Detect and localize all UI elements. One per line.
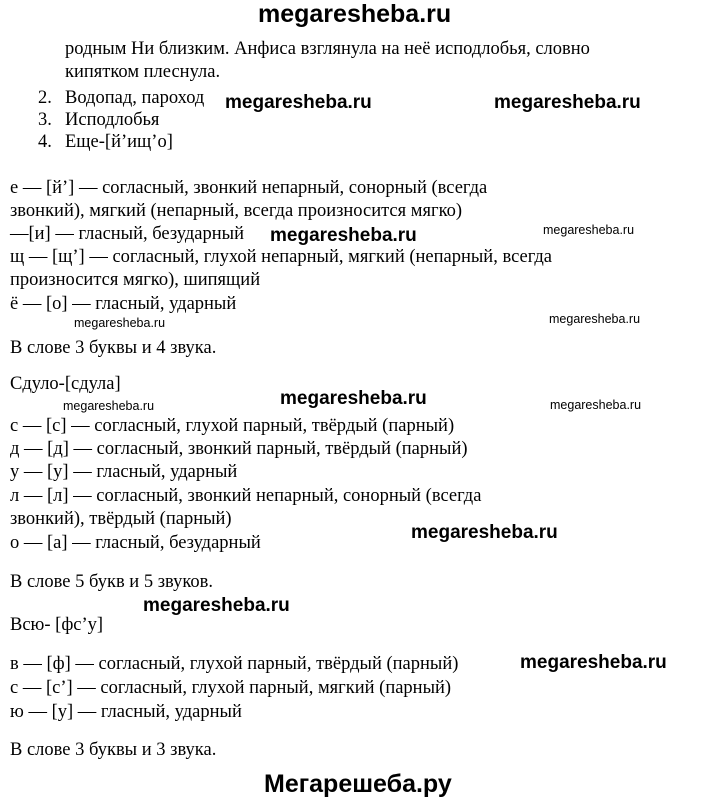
word-title: Всю- [фс’у] [10,615,104,635]
phonetic-line: с — [с’] — согласный, глухой парный, мягкий (парный) [10,678,452,698]
list-item-number: 2. [38,88,52,108]
phonetic-line: звонкий), мягкий (непарный, всегда произносится мягко) [10,201,463,221]
list-item-number: 4. [38,132,52,152]
watermark: megaresheba.ru [411,522,558,543]
phonetic-line: е — [й’] — согласный, звонкий непарный, сонорный (всегда [10,178,488,198]
watermark: megaresheba.ru [280,388,427,409]
phonetic-line: д — [д] — согласный, звонкий парный, твёрдый (парный) [10,439,468,459]
phonetic-line: звонкий), твёрдый (парный) [10,509,232,529]
list-item: Еще-[й’ищ’о] [65,132,173,152]
phonetic-line: —[и] — гласный, безударный [10,224,244,244]
page-footer-site: Мегарешеба.ру [264,770,452,798]
watermark: megaresheba.ru [225,92,372,113]
watermark: megaresheba.ru [494,92,641,113]
watermark-small: megaresheba.ru [550,398,642,412]
phonetic-line: произносится мягко), шипящий [10,270,261,290]
phonetic-line: ю — [у] — гласный, ударный [10,702,242,722]
phonetic-line: л — [л] — согласный, звонкий непарный, сонорный (всегда [10,486,482,506]
phonetic-line: щ — [щ’] — согласный, глухой непарный, мягкий (непарный, всегда [10,247,553,267]
page-header-site: megaresheba.ru [258,0,452,28]
phonetic-line: с — [с] — согласный, глухой парный, твёрдый (парный) [10,416,455,436]
intro-line: родным Ни близким. Анфиса взглянула на неё исподлобья, словно [65,39,590,59]
phonetic-line: о — [а] — гласный, безударный [10,533,261,553]
phonetic-line: у — [у] — гласный, ударный [10,462,238,482]
list-item-number: 3. [38,110,52,130]
list-item: Водопад, пароход [65,88,205,108]
watermark-small: megaresheba.ru [543,223,635,237]
intro-line: кипятком плеснула. [65,62,221,82]
watermark: megaresheba.ru [270,225,417,246]
word-summary: В слове 3 буквы и 4 звука. [10,338,217,358]
watermark-small: megaresheba.ru [74,316,166,330]
phonetic-line: ё — [о] — гласный, ударный [10,294,237,314]
word-summary: В слове 3 буквы и 3 звука. [10,740,217,760]
phonetic-line: в — [ф] — согласный, глухой парный, твёрдый (парный) [10,654,459,674]
watermark-small: megaresheba.ru [63,399,155,413]
word-summary: В слове 5 букв и 5 звуков. [10,572,214,592]
list-item: Исподлобья [65,110,160,130]
word-title: Сдуло-[сдула] [10,374,121,394]
watermark-small: megaresheba.ru [549,312,641,326]
watermark: megaresheba.ru [143,595,290,616]
watermark: megaresheba.ru [520,652,667,673]
